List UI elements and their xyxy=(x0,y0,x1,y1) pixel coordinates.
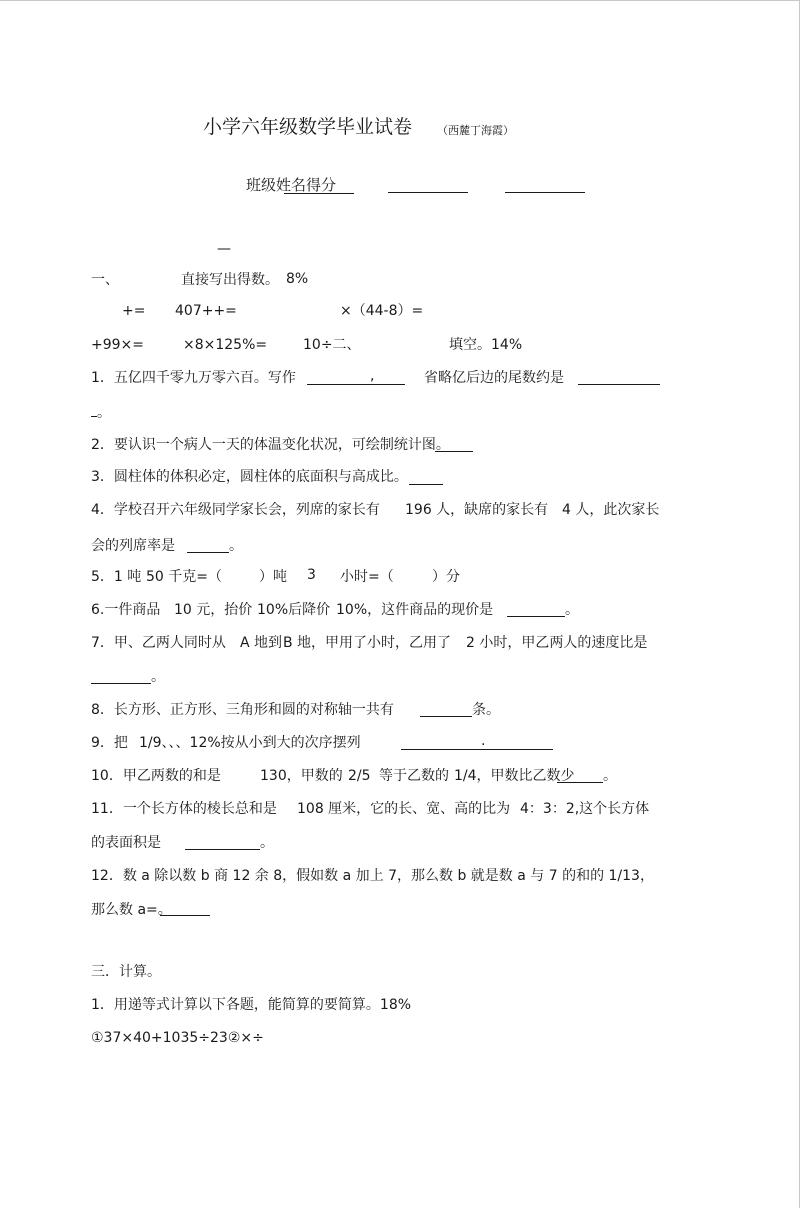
answer-blank[interactable] xyxy=(185,849,260,850)
question-11-end: 。 xyxy=(260,835,274,851)
page-border-top xyxy=(0,0,800,1)
section2-title: 填空。14% xyxy=(449,337,523,353)
question-7-end: 。 xyxy=(151,669,165,685)
answer-blank[interactable] xyxy=(187,552,229,553)
question-6: 6.一件商品 xyxy=(91,602,161,618)
exam-title: 小学六年级数学毕业试卷 xyxy=(203,116,413,138)
question-11b: 108 厘米，它的长、宽、高的比为 xyxy=(297,801,511,817)
dash-mark: — xyxy=(217,241,231,257)
question-10d: 等于乙数的 xyxy=(379,768,449,784)
answer-blank[interactable] xyxy=(578,384,660,385)
answer-blank[interactable] xyxy=(420,716,472,717)
question-12b: 那么数 a=。 xyxy=(91,902,172,918)
question-4b: 196 人，缺席的家长有 xyxy=(405,502,549,518)
question-5c: ）吨 xyxy=(259,569,287,585)
question-6d: 10%，这件商品的现价是 xyxy=(336,602,494,618)
question-4c: 4 人，此次家长 xyxy=(562,502,660,518)
question-10: 10．甲乙两数的和是 xyxy=(91,768,221,784)
answer-blank[interactable] xyxy=(160,915,210,916)
question-6-end: 。 xyxy=(565,602,579,618)
question-10e: 1/4，甲数比乙数少 xyxy=(454,768,575,784)
section1-percent: 8% xyxy=(286,271,309,287)
question-7d: 2 小时，甲乙两人的速度比是 xyxy=(466,635,648,651)
calc-item: ×（44-8）= xyxy=(340,303,424,319)
question-6c: 10%后降价 xyxy=(257,602,331,618)
question-4d: 会的列席率是 xyxy=(91,538,175,554)
exam-title-note: （西麓丁海霞） xyxy=(437,124,514,137)
question-10c: 2/5 xyxy=(348,768,371,784)
question-6b: 10 元，抬价 xyxy=(174,602,253,618)
question-7b: A 地到 xyxy=(240,635,283,651)
question-10b: 130，甲数的 xyxy=(260,768,343,784)
question-3: 3．圆柱体的体积必定，圆柱体的底面积与高成比。 xyxy=(91,469,408,485)
calc-item: ×8×125%= xyxy=(183,337,268,353)
question-9b: 1/9、、、12%按从小到大的次序摆列 xyxy=(139,735,361,751)
calc-item: +99×= xyxy=(91,337,145,353)
question-1b: 省略亿后边的尾数约是 xyxy=(424,370,564,386)
question-1-mark: , xyxy=(370,368,375,384)
section1-title: 直接写出得数。 xyxy=(181,272,279,288)
question-1-end: 。 xyxy=(97,405,111,421)
name-underline xyxy=(284,193,354,194)
answer-blank[interactable] xyxy=(401,749,553,750)
question-1: 1．五亿四千零九万零六百。写作 xyxy=(91,370,296,386)
answer-blank[interactable] xyxy=(557,782,603,783)
question-2: 2．要认识一个病人一天的体温变化状况，可绘制统计图。 xyxy=(91,437,450,453)
question-10-end: 。 xyxy=(603,768,617,784)
class-name-score-label: 班级姓名得分 xyxy=(246,176,337,194)
question-7c: B 地，甲用了小时，乙用了 xyxy=(283,635,452,651)
section3-title: 三．计算。 xyxy=(91,964,161,980)
question-5f: ）分 xyxy=(432,569,460,585)
score-blank[interactable] xyxy=(505,192,585,193)
calc-item: 407++= xyxy=(175,303,237,319)
section3-items: ①37×40+1035÷23②×÷ xyxy=(91,1030,264,1046)
question-12: 12．数 a 除以数 b 商 12 余 8，假如数 a 加上 7，那么数 b 就是数 a 与 7 的和的 1/13， xyxy=(91,868,654,884)
question-4-end: 。 xyxy=(229,538,243,554)
question-9: 9．把 xyxy=(91,735,128,751)
section1-number: 一、 xyxy=(91,272,119,288)
question-7: 7．甲、乙两人同时从 xyxy=(91,635,226,651)
question-4: 4．学校召开六年级同学家长会，列席的家长有 xyxy=(91,502,380,518)
question-5e: 小时=（ xyxy=(340,569,394,585)
section3-question-1: 1．用递等式计算以下各题，能简算的要简算。18% xyxy=(91,997,412,1013)
question-5d: 3 xyxy=(307,567,316,583)
answer-blank[interactable] xyxy=(307,384,405,385)
name-blank[interactable] xyxy=(388,192,468,193)
question-8: 8．长方形、正方形、三角形和圆的对称轴一共有 xyxy=(91,702,394,718)
answer-blank[interactable] xyxy=(507,616,565,617)
calc-item: += xyxy=(122,303,146,319)
calc-item: 10÷二、 xyxy=(303,337,361,353)
question-8-end: 条。 xyxy=(472,702,500,718)
question-11d: 的表面积是 xyxy=(91,835,161,851)
answer-blank[interactable] xyxy=(435,451,473,452)
question-11c: 4：3：2,这个长方体 xyxy=(520,801,650,817)
question-5: 5．1 吨 xyxy=(91,569,142,585)
answer-blank[interactable] xyxy=(409,484,443,485)
answer-blank[interactable] xyxy=(91,683,151,684)
question-11: 11．一个长方体的棱长总和是 xyxy=(91,801,277,817)
question-5b: 50 千克=（ xyxy=(146,569,222,585)
question-9-mark: . xyxy=(481,733,486,749)
